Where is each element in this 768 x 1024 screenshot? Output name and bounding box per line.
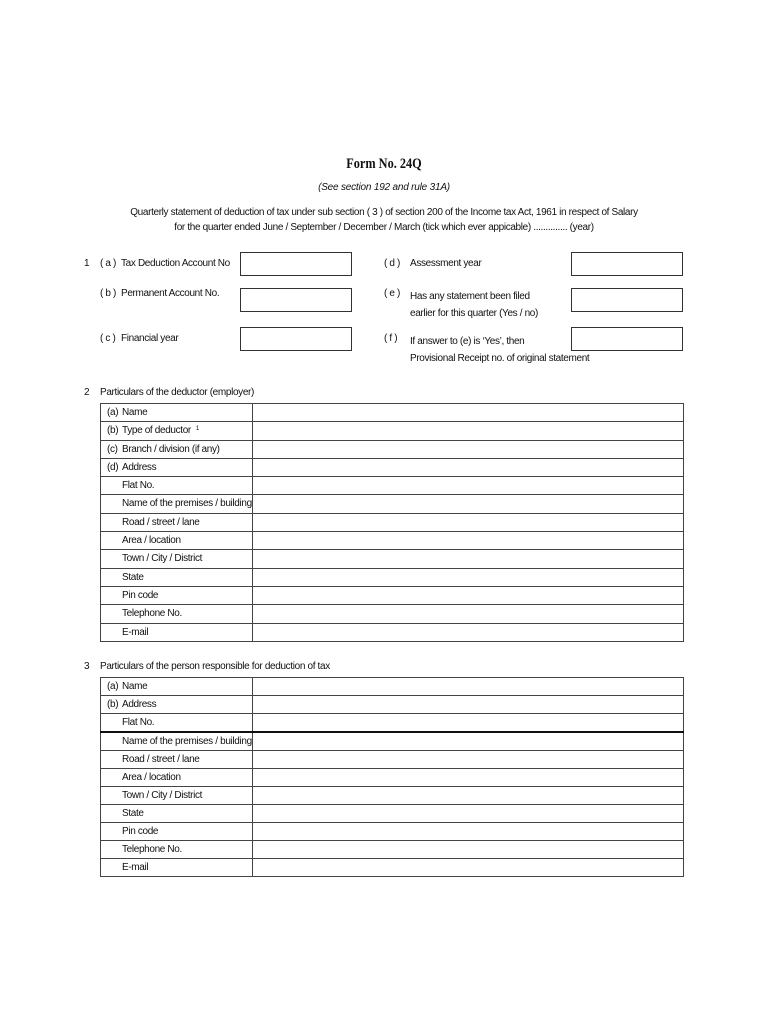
- deductor-row: [101, 623, 684, 641]
- deductor-row: [101, 568, 684, 586]
- deductor-row-label: Type of deductor: [122, 425, 191, 437]
- tan-input-box[interactable]: [240, 252, 352, 276]
- assessment-year-label: Assessment year: [410, 258, 482, 269]
- responsible-row-label: Name: [122, 680, 148, 692]
- responsible-person-table: [100, 677, 684, 877]
- responsible-row-value-cell[interactable]: [252, 678, 683, 696]
- responsible-row-value-cell[interactable]: [252, 859, 683, 877]
- deductor-row: [101, 586, 684, 604]
- section-1-number: 1: [84, 258, 90, 269]
- responsible-row: [101, 678, 684, 696]
- responsible-row-label-cell: [101, 805, 253, 823]
- responsible-row-value-cell[interactable]: [252, 805, 683, 823]
- form-description: [0, 205, 768, 235]
- deductor-row: [101, 513, 684, 531]
- deductor-row-label-cell: [101, 568, 253, 586]
- responsible-row-label: Telephone No.: [122, 843, 182, 855]
- responsible-row: [101, 805, 684, 823]
- deductor-row: [101, 495, 684, 513]
- deductor-row-value-cell[interactable]: [252, 440, 683, 458]
- deductor-row: [101, 458, 684, 476]
- deductor-row-label-cell: [101, 440, 253, 458]
- responsible-row-label-cell: [101, 732, 253, 751]
- deductor-row-value-cell[interactable]: [252, 586, 683, 604]
- section-3-number: 3: [84, 661, 90, 672]
- field-e-code: ( e ): [384, 288, 401, 299]
- responsible-row: [101, 787, 684, 805]
- deductor-row-label-cell: [101, 532, 253, 550]
- section-3-heading: Particulars of the person responsible for deduction of tax: [100, 661, 330, 672]
- receipt-no-input-box[interactable]: [571, 327, 683, 351]
- deductor-row-label: Pin code: [122, 589, 159, 601]
- field-b-code: ( b ): [100, 288, 117, 299]
- responsible-row-value-cell[interactable]: [252, 714, 683, 733]
- deductor-row-label-cell: [101, 458, 253, 476]
- deductor-row-code: (b): [107, 425, 119, 437]
- deductor-row-value-cell[interactable]: [252, 532, 683, 550]
- deductor-row-label-cell: [101, 495, 253, 513]
- deductor-row-label: Flat No.: [122, 480, 155, 492]
- deductor-row: [101, 440, 684, 458]
- deductor-row-label-cell: [101, 623, 253, 641]
- pan-input-box[interactable]: [240, 288, 352, 312]
- deductor-row-label: Area / location: [122, 535, 181, 547]
- responsible-row-label: E-mail: [122, 861, 149, 873]
- deductor-row-label: Address: [122, 461, 157, 473]
- field-c-code: ( c ): [100, 333, 116, 344]
- responsible-row-value-cell[interactable]: [252, 841, 683, 859]
- responsible-row-label-cell: [101, 787, 253, 805]
- responsible-row-value-cell[interactable]: [252, 769, 683, 787]
- pan-label: Permanent Account No.: [121, 288, 220, 299]
- responsible-row: [101, 769, 684, 787]
- deductor-row-label-cell: [101, 513, 253, 531]
- responsible-row-label: State: [122, 807, 144, 819]
- responsible-row-label: Area / location: [122, 771, 181, 783]
- deductor-row-label: Name: [122, 407, 148, 418]
- deductor-row-value-cell[interactable]: [252, 404, 683, 422]
- responsible-row-label-cell: [101, 841, 253, 859]
- deductor-row-label: State: [122, 571, 144, 583]
- field-a-code: ( a ): [100, 258, 117, 269]
- deductor-row-label-cell: [101, 605, 253, 623]
- deductor-row-value-cell[interactable]: [252, 568, 683, 586]
- deductor-row-value-cell[interactable]: [252, 458, 683, 476]
- statement-filed-label: [410, 288, 538, 322]
- deductor-row: [101, 532, 684, 550]
- section-2-heading: Particulars of the deductor (employer): [100, 387, 254, 398]
- responsible-row: [101, 732, 684, 751]
- responsible-row-label-cell: [101, 678, 253, 696]
- deductor-row-label: Name of the premises / building: [122, 498, 252, 510]
- responsible-row-label-cell: [101, 696, 253, 714]
- deductor-row: [101, 477, 684, 495]
- deductor-row-value-cell[interactable]: [252, 623, 683, 641]
- description-line-1: Quarterly statement of deduction of tax under sub section ( 3 ) of section 200 of the Income tax Act, 1961 in respect of Salary: [130, 207, 638, 218]
- deductor-row: [101, 605, 684, 623]
- statement-filed-label-line-2: earlier for this quarter (Yes / no): [410, 308, 538, 319]
- form-title: Form No. 24Q: [346, 156, 422, 172]
- responsible-row-label: Road / street / lane: [122, 753, 200, 765]
- responsible-row-label-cell: [101, 714, 253, 733]
- responsible-row-label: Address: [122, 698, 157, 710]
- deductor-row-label-cell: [101, 477, 253, 495]
- responsible-row: [101, 859, 684, 877]
- responsible-row-value-cell[interactable]: [252, 823, 683, 841]
- deductor-row: [101, 422, 684, 440]
- deductor-row: [101, 404, 684, 422]
- deductor-row-code: (a): [107, 407, 119, 418]
- deductor-row-label: Town / City / District: [122, 553, 203, 565]
- deductor-row-label: Road / street / lane: [122, 516, 200, 528]
- statement-filed-input-box[interactable]: [571, 288, 683, 312]
- deductor-row-label: Telephone No.: [122, 608, 182, 620]
- responsible-row-label-cell: [101, 769, 253, 787]
- responsible-row: [101, 841, 684, 859]
- responsible-row: [101, 823, 684, 841]
- deductor-table: [100, 403, 684, 642]
- deductor-row: [101, 550, 684, 568]
- financial-year-input-box[interactable]: [240, 327, 352, 351]
- statement-filed-label-line-1: Has any statement been filed: [410, 291, 530, 302]
- deductor-row-label: E-mail: [122, 626, 149, 638]
- deductor-row-value-cell[interactable]: [252, 495, 683, 513]
- financial-year-label: Financial year: [121, 333, 179, 344]
- deductor-row-value-cell[interactable]: [252, 605, 683, 623]
- deductor-row-label-cell: [101, 404, 253, 422]
- receipt-no-label-line-2: Provisional Receipt no. of original statement: [410, 353, 590, 364]
- deductor-row-code: (c): [107, 443, 118, 455]
- field-f-code: ( f ): [384, 333, 398, 344]
- deductor-row-code: (d): [107, 461, 119, 473]
- description-line-2: for the quarter ended June / September / December / March (tick which ever appicable) .............. (year): [174, 222, 594, 233]
- responsible-row-label-cell: [101, 859, 253, 877]
- deductor-row-value-cell[interactable]: [252, 513, 683, 531]
- deductor-row-value-cell[interactable]: [252, 477, 683, 495]
- deductor-row-value-cell[interactable]: [252, 550, 683, 568]
- responsible-row-value-cell[interactable]: [252, 787, 683, 805]
- responsible-row-value-cell[interactable]: [252, 732, 683, 751]
- deductor-row-label-cell: [101, 586, 253, 604]
- assessment-year-input-box[interactable]: [571, 252, 683, 276]
- field-d-code: ( d ): [384, 258, 401, 269]
- deductor-row-value-cell[interactable]: [252, 422, 683, 440]
- receipt-no-label: [410, 333, 589, 367]
- responsible-row-value-cell[interactable]: [252, 696, 683, 714]
- responsible-row-label-cell: [101, 751, 253, 769]
- responsible-row-label: Flat No.: [122, 716, 155, 728]
- responsible-row-code: (a): [107, 680, 119, 692]
- deductor-row-label-cell: [101, 550, 253, 568]
- responsible-row: [101, 751, 684, 769]
- responsible-row-label: Town / City / District: [122, 789, 203, 801]
- responsible-row-value-cell[interactable]: [252, 751, 683, 769]
- receipt-no-label-line-1: If answer to (e) is ‘Yes’, then: [410, 336, 525, 347]
- responsible-row-code: (b): [107, 698, 119, 710]
- form-subtitle: (See section 192 and rule 31A): [318, 182, 450, 193]
- responsible-row-label: Name of the premises / building: [122, 735, 252, 747]
- responsible-row: [101, 696, 684, 714]
- responsible-row: [101, 714, 684, 733]
- responsible-row-label: Pin code: [122, 825, 159, 837]
- deductor-row-label: Branch / division (if any): [122, 443, 220, 455]
- responsible-row-label-cell: [101, 823, 253, 841]
- deductor-row-label-cell: [101, 422, 253, 440]
- tan-label: Tax Deduction Account No: [121, 258, 230, 269]
- deductor-row-footnote-mark: 1: [195, 426, 199, 433]
- section-2-number: 2: [84, 387, 90, 398]
